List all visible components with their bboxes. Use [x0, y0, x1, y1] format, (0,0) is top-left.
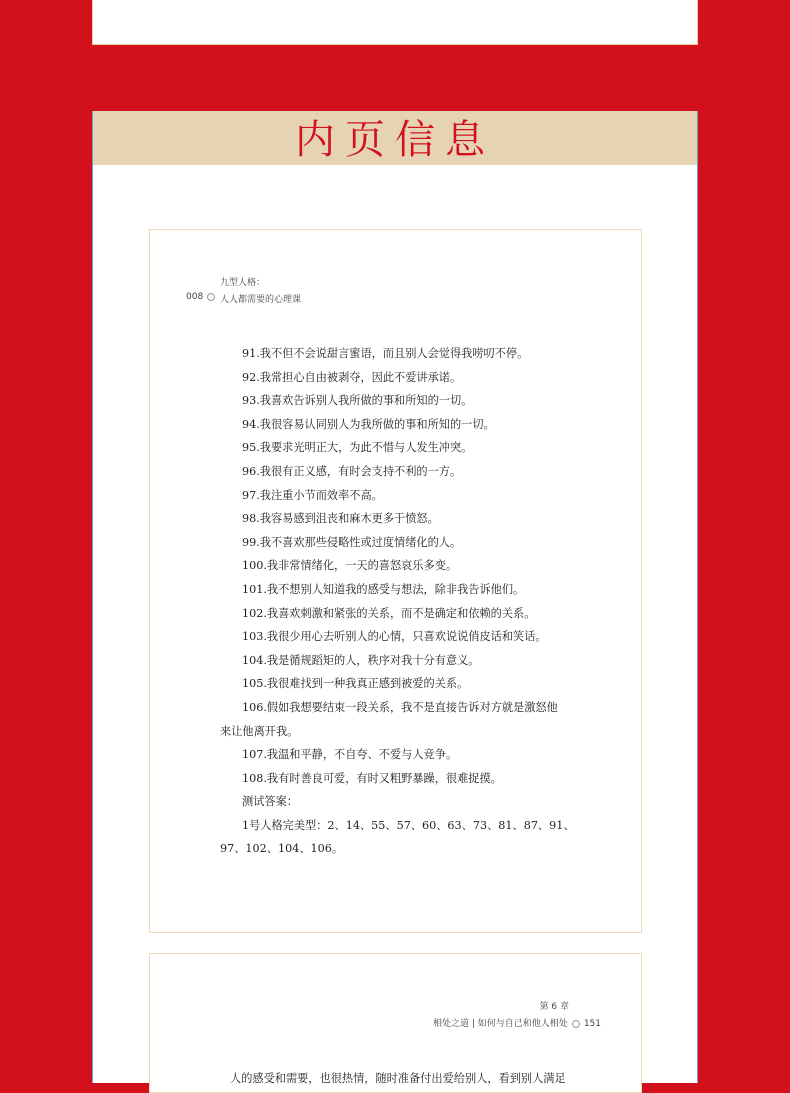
text-line: 94.我很容易认同别人为我所做的事和所知的一切。 — [242, 417, 495, 431]
questionnaire-text — [220, 342, 575, 861]
circle-marker-icon — [207, 293, 215, 301]
subhead-text: 相处之道 | 如何与自己和他人相处 — [433, 1019, 568, 1029]
section-title: 内页信息 — [93, 111, 697, 165]
previous-section-panel — [92, 0, 698, 45]
text-line: 来让他离开我。 — [220, 724, 299, 738]
page-number: 151 — [583, 1019, 601, 1029]
page-number: 008 — [186, 292, 204, 302]
text-line: 95.我要求光明正大，为此不惜与人发生冲突。 — [242, 441, 473, 455]
chapter-label: 第 6 章 — [539, 1002, 569, 1012]
text-line: 93.我喜欢告诉别人我所做的事和所知的一切。 — [242, 394, 473, 408]
text-line: 1号人格完美型：2、14、55、57、60、63、73、81、87、91、 — [242, 818, 575, 832]
text-line: 106.假如我想要结束一段关系，我不是直接告诉对方就是激怒他 — [242, 700, 558, 714]
text-line: 97.我注重小节而效率不高。 — [242, 488, 383, 502]
text-line: 102.我喜欢刺激和紧张的关系，而不是确定和依赖的关系。 — [242, 606, 536, 620]
running-subhead — [433, 1016, 601, 1029]
text-line: 108.我有时善良可爱，有时又粗野暴躁，很难捉摸。 — [242, 771, 502, 785]
text-line: 96.我很有正义感，有时会支持不利的一方。 — [242, 464, 462, 478]
text-line: 107.我温和平静，不自夸、不爱与人竞争。 — [242, 748, 458, 762]
book-page-008 — [149, 229, 642, 933]
text-line: 100.我非常情绪化，一天的喜怒哀乐多变。 — [242, 559, 458, 573]
content-preview-card — [92, 111, 698, 1083]
page-number-008 — [186, 292, 219, 302]
text-line: 98.我容易感到沮丧和麻木更多于愤怒。 — [242, 512, 439, 526]
text-line: 105.我很难找到一种我真正感到被爱的关系。 — [242, 677, 469, 691]
answer-heading: 测试答案： — [242, 795, 298, 809]
text-line: 103.我很少用心去听别人的心情，只喜欢说说俏皮话和笑话。 — [242, 630, 547, 644]
text-line: 92.我常担心自由被剥夺，因此不爱讲承诺。 — [242, 370, 462, 384]
running-title-line2: 人人都需要的心理课 — [220, 295, 302, 305]
text-line: 91.我不但不会说甜言蜜语，而且别人会觉得我唠叨不停。 — [242, 347, 529, 360]
running-title-line1: 九型人格： — [220, 278, 266, 288]
text-line: 97、102、104、106。 — [220, 842, 344, 856]
book-page-151 — [149, 953, 642, 1093]
text-line: 99.我不喜欢那些侵略性或过度情绪化的人。 — [242, 535, 462, 549]
text-line: 人的感受和需要，也很热情，随时准备付出爱给别人，看到别人满足 — [230, 1072, 566, 1085]
circle-marker-icon — [572, 1020, 580, 1028]
text-line: 104.我是循规蹈矩的人，秩序对我十分有意义。 — [242, 653, 480, 667]
text-line: 101.我不想别人知道我的感受与想法，除非我告诉他们。 — [242, 582, 525, 596]
